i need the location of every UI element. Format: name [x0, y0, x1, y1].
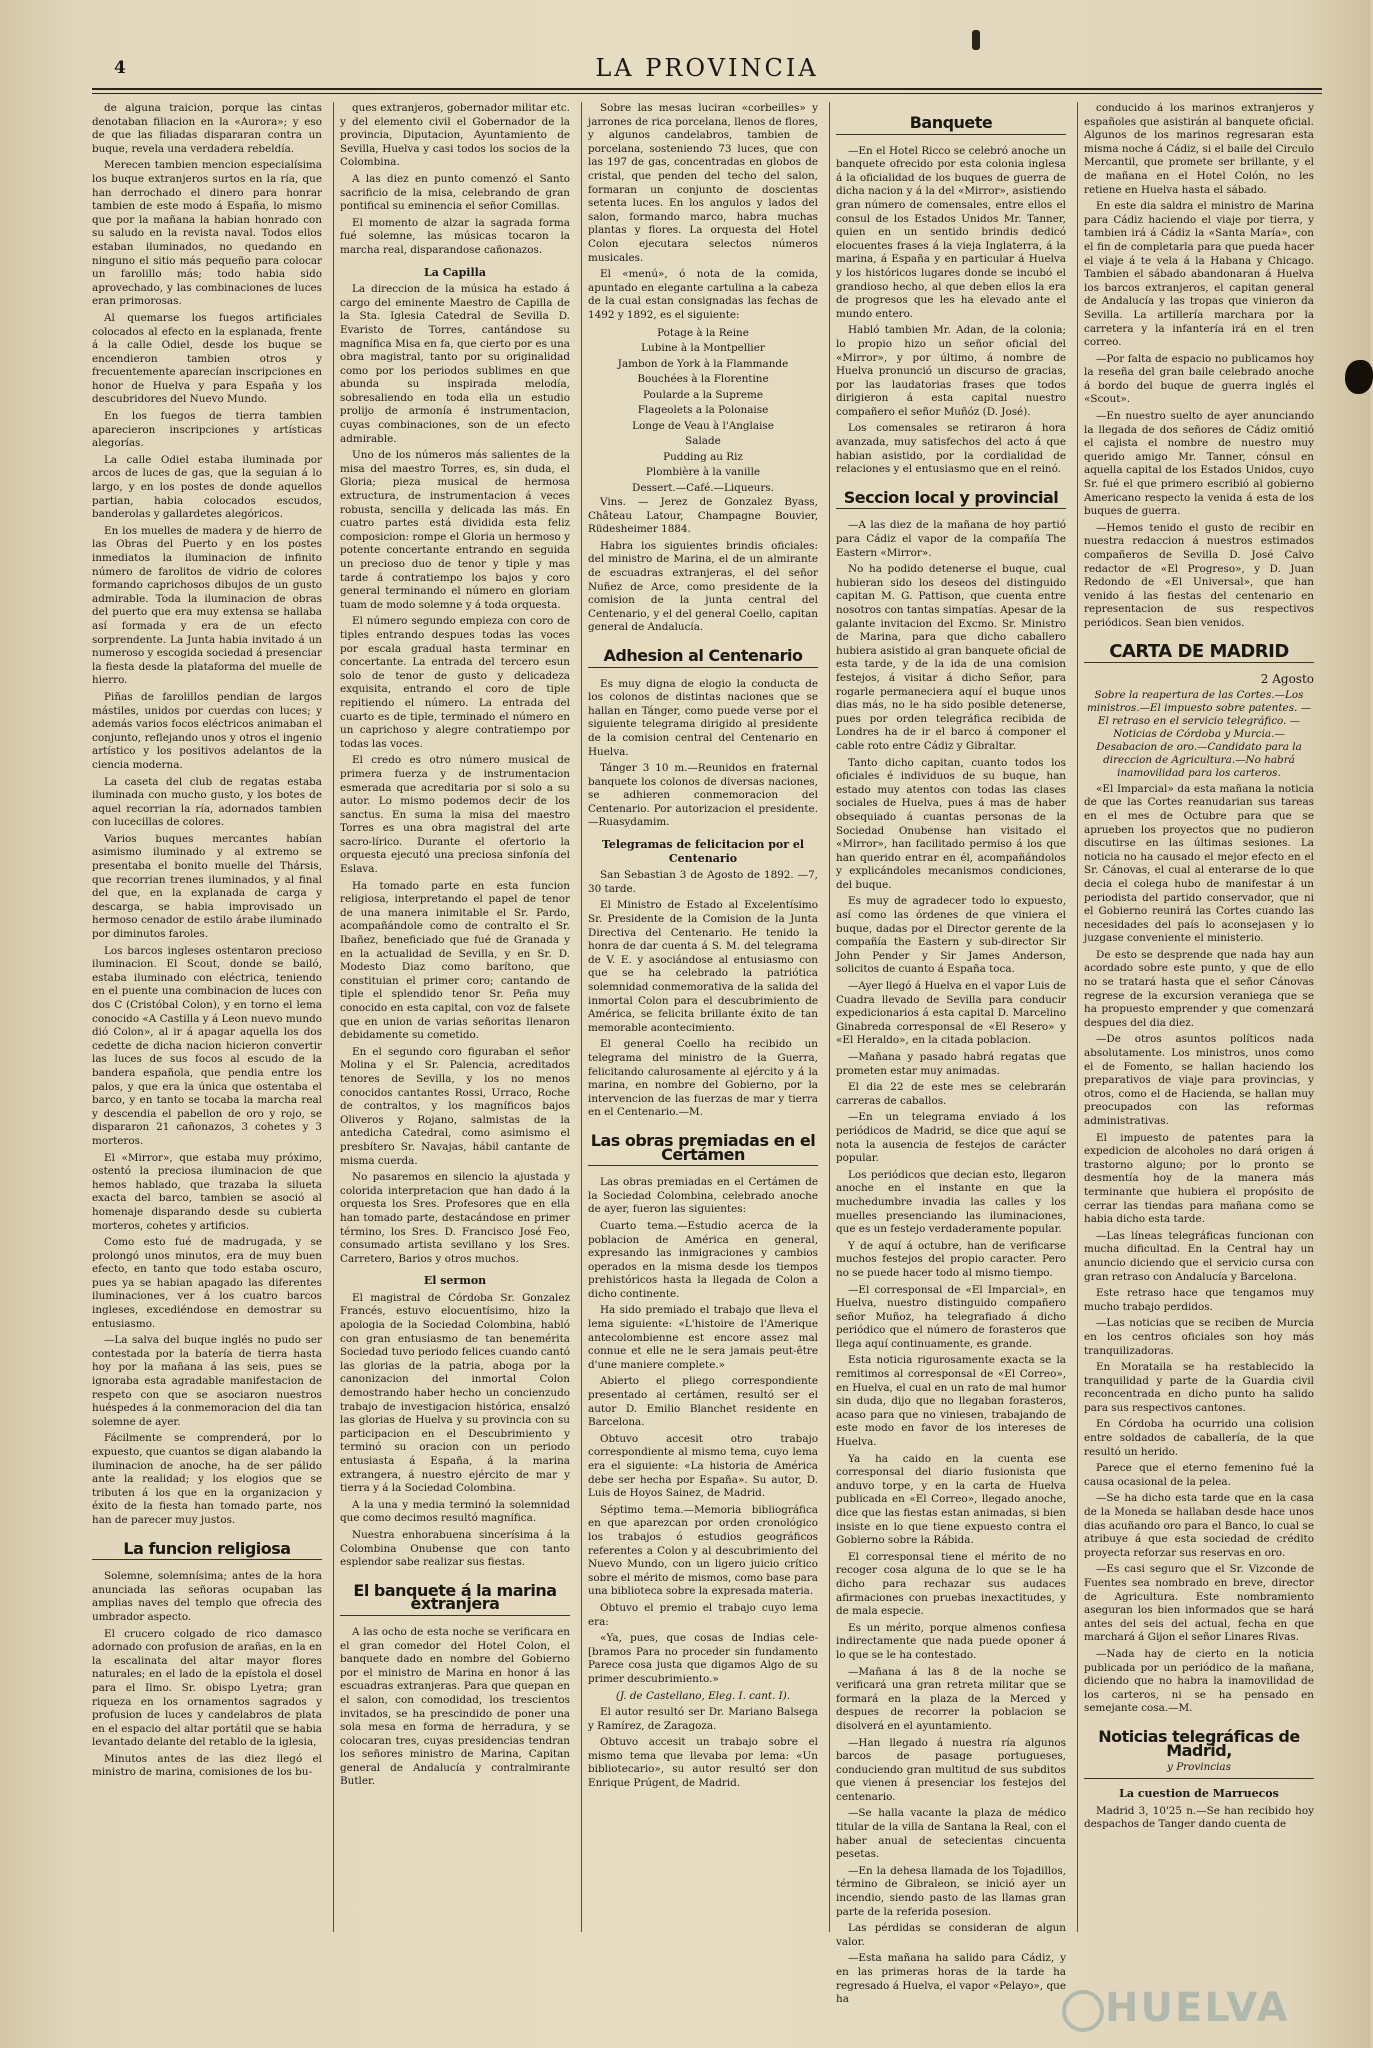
paragraph: No ha podido detenerse el buque, cual hubieran sido los deseos del distinguido capitan M. G. Pattison, que cuenta entre nosotros con tantas simpatías. Apesar de la galante invitacion del Excmo. Sr. Ministro de Marina, para que dicho caballero hubiera asistido al gran banquete oficial de esta tarde, y de la ida de una comision festejos, á visitar á dicho Señor, para rogarle permaneciera aquí el buque unos dias más, no le ha sido posible detenerse, pues por orden telegráfica recibida de Londres ha de ir el barco á componer el cable roto entre Cádiz y Gibraltar.	[836, 563, 1066, 752]
paragraph: Es muy de agradecer todo lo expuesto, así como las órdenes de que viniera el buque, dadas por el Director gerente de la compañía the Eastern y sub-director Sir John Pender y Sir James Anderson, solicitos de cuanto á España toca.	[836, 895, 1066, 976]
paragraph: El número segundo empieza con coro de tiples entrando despues todas las voces por escala gradual hasta terminar en concertante. La entrada del tercero esun solo de tenor de gusto y delicadeza exquisita, entrando el coro de tiple repitiendo el número. La entrada del cuarto es de tiple, terminado el número en un caprichoso y alegre contratiempo por todas las voces.	[340, 615, 570, 750]
masthead-rule-thin	[92, 93, 1322, 94]
column-5	[1084, 102, 1314, 1932]
paragraph: Tanto dicho capitan, cuanto todos los oficiales é individuos de su buque, han estado muy atentos con todas las clases sociales de Huelva, pues á mas de haber obsequiado á cuantas personas de la Sociedad Onubense han visitado el «Mirror», han facilitado permiso á los que han querido entrar en él, acompañándolos y explicándoles mecanismos condiciones, del buque.	[836, 756, 1066, 891]
paragraph: —Es casi seguro que el Sr. Vizconde de Fuentes sea nombrado en breve, director de Agricultura. Este nombramiento aseguran los bien informados que se hará antes del seis del actual, fecha en que marchará á Gijon el señor Linares Rivas.	[1084, 1563, 1314, 1644]
menu-item: Flageolets a la Polonaise	[637, 404, 769, 416]
section-heading: Banquete	[836, 116, 1066, 135]
subheading: La cuestion de Marruecos	[1119, 1787, 1279, 1801]
paragraph: Al quemarse los fuegos artificiales colocados al efecto en la esplanada, frente á la calle Odiel, desde los buque se encendieron tambien otros y frecuentemente aparecían inscripciones en honor de Huelva y para España y los descubridores del Nuevo Mundo.	[92, 311, 322, 406]
menu-item: Poularde a la Supreme	[642, 388, 763, 401]
column-4	[836, 102, 1066, 2006]
paragraph: Los barcos ingleses ostentaron precioso iluminacion. El Scout, donde se bailó, estaba iluminado con eléctrica, teniendo en el puente una combinacion de luces con dos C (Cristóbal Colon), y en torno el lema conocido «A Castilla y á Leon nuevo mundo dió Colon», al ir á apagar aquella los dos cedette de dicha nacion hicieron convertir las luces de sus focos al escudo de la bandera española, que pendia entre los palos, y que era la única que ostentaba el barco, y en tanto se tocaba la marcha real y descendia el pabellon de oro y rojo, se dispararon 21 cañonazos, 3 cohetes y 3 morteros.	[92, 944, 322, 1147]
paragraph: Nuestra enhorabuena sincerísima á la Colombina Onubense que con tanto esplendor sabe realizar sus fiestas.	[340, 1528, 570, 1569]
paragraph: —Se halla vacante la plaza de médico titular de la villa de Santana la Real, con el haber anual de setecientas cincuenta pesetas.	[836, 1807, 1066, 1861]
menu-item: Pudding au Riz	[663, 450, 743, 463]
menu-item: Potage à la Reine	[657, 326, 749, 339]
paragraph: —Se ha dicho esta tarde que en la casa de la Moneda se hallaban desde hace unos dias acuñando oro para el Banco, lo cual se atribuye á que esta sociedad de crédito proyecta reforzar sus reservas en oro.	[1084, 1492, 1314, 1559]
paragraph: Sobre las mesas luciran «corbeilles» y jarrones de rica porcelana, llenos de flores, y algunos candelabros, tambien de porcelana, sosteniendo 73 luces, que con las 197 de gas, concentradas en globos de cristal, que penden del techo del salon, formaran un conjunto de doscientas setenta luces. En los angulos y lados del salon, formando marco, habra muchas plantas y flores. La orquesta del Hotel Colon ejecutara selectos números musicales.	[588, 102, 818, 264]
paragraph: Obtuvo accesit un trabajo sobre el mismo tema que llevaba por lema: «Un bibliotecario», su autor resultó ser don Enrique Prúgent, de Madrid.	[588, 1736, 818, 1790]
paragraph: De esto se desprende que nada hay aun acordado sobre este punto, y que de ello no se tratará hasta que el señor Cánovas regrese de la excursion veraniega que se ha propuesto emprender y que comenzará despues del dia diez.	[1084, 948, 1314, 1029]
paragraph: Es un mérito, porque almenos confiesa indirectamente que nada puede oponer á lo que se le ha contestado.	[836, 1621, 1066, 1661]
paragraph: —Ayer llegó á Huelva en el vapor Luis de Cuadra llevado de Sevilla para conducir expedicionarios á esta capital D. Marcelino Ginabreda corresponsal de «El Resero» y «El Heraldo», en la citada poblacion.	[836, 980, 1066, 1047]
paragraph: Vins. — Jerez de Gonzalez Byass, Château Latour, Champagne Bouvier, Rüdesheimer 1884.	[588, 496, 818, 536]
paragraph: —Las noticias que se reciben de Murcia en los centros oficiales son hoy más tranquilizadoras.	[1084, 1317, 1314, 1357]
paragraph: Obtuvo accesit otro trabajo correspondiente al mismo tema, cuyo lema era el siguiente: «La historia de América debe ser hecha por España». Su autor, D. Luis de Hoyos Sainez, de Madrid.	[588, 1432, 818, 1500]
paragraph: «El Imparcial» da esta mañana la noticia de que las Cortes reanudarian sus tareas en el mes de Octubre para que se aprueben los proyectos que no pudieron discutirse en las últimas sesiones. La noticia no ha causado el mejor efecto en el Sr. Cánovas, el cual al enterarse de lo que decia el colega hubo de manifestar á un periodista del partido conservador, que ni el Gobierno reunirá las Cortes cuando las necesidades del país lo aconsejasen y lo juzgase conveniente el ministerio.	[1084, 782, 1314, 945]
paragraph: A las diez en punto comenzó el Santo sacrificio de la misa, celebrando de gran pontifical su eminencia el señor Comillas.	[340, 172, 570, 213]
paragraph: —A las diez de la mañana de hoy partió para Cádiz el vapor de la compañía The Eastern «Mirror».	[836, 519, 1066, 559]
paragraph: Obtuvo el premio el trabajo cuyo lema era:	[588, 1601, 818, 1628]
paragraph: —Hemos tenido el gusto de recibir en nuestra redaccion á nuestros estimados compañeros de Sevilla D. José Calvo redactor de «El Progreso», y D. Juan Redondo de «El Universal», que han venido á las fiestas del centenario en representacion de sus respectivos periódicos. Sean bien venidos.	[1084, 521, 1314, 629]
paragraph: Madrid 3, 10'25 n.—Se han recibido hoy despachos de Tanger dando cuenta de	[1084, 1804, 1314, 1831]
paragraph: Cuarto tema.—Estudio acerca de la poblacion de América en general, expresando las inmigraciones y cambios operados en la misma desde los tiempos prehistóricos hasta la llegada de Colon a dicho continente.	[588, 1219, 818, 1300]
paragraph: Es muy digna de elogio la conducta de los colonos de distintas naciones que se hallan en Tánger, como puede verse por el siguiente telegrama dirigido al presidente de la comision central del Centenario en Huelva.	[588, 677, 818, 758]
paragraph: Minutos antes de las diez llegó el ministro de marina, comisiones de los bu-	[92, 1752, 322, 1779]
paragraph: —La salva del buque inglés no pudo ser contestada por la batería de tierra hasta hoy por la mañana á las seis, pues se ignoraba esta agradable manifestacion de respeto con que se asociaron nuestros huéspedes á la conmemoracion del dia tan solemne de ayer.	[92, 1334, 322, 1428]
paragraph: Ha tomado parte en esta funcion religiosa, interpretando el papel de tenor de una manera inimitable el Sr. Pardo, acompañándole como de contralto el Sr. Ibañez, beneficiado que fué de Granada y en la actualidad de Sevilla, y en Sr. D. Modesto Diaz como barítono, que constituian el primer coro; cantando de tiple el splendido tenor Sr. Peña muy conocido en esta capital, con voz de falsete que en union de varias señoritas llenaron debidamente su cometido.	[340, 879, 570, 1042]
paragraph: Varios buques mercantes habían asimismo iluminado y al extremo se presentaba el bonito muelle del Thársis, que recorrian trenes iluminados, y al final del que, en la explanada de carga y descarga, se habia improvisado un hermoso cenador de estilo árabe iluminado por diminutos faroles.	[92, 832, 322, 941]
section-heading: CARTA DE MADRID	[1084, 645, 1314, 664]
paragraph: Abierto el pliego correspondiente presentado al certámen, resultó ser el autor D. Emilio Blanchet residente en Barcelona.	[588, 1375, 818, 1429]
paragraph: —Nada hay de cierto en la noticia publicada por un periódico de la mañana, diciendo que no habra la inamovilidad de los carteros, ni se ha pensado en semejante cosa.—M.	[1084, 1647, 1314, 1715]
binding-pin	[972, 30, 980, 50]
masthead-rule	[92, 88, 1322, 90]
paragraph: Parece que el eterno femenino fué la causa ocasional de la pelea.	[1084, 1462, 1314, 1488]
paragraph: El impuesto de patentes para la expedicion de alcoholes no dará origen á trastorno alguno; por lo pronto se desmentía hoy de la manera más terminante que hubiera el propósito de cerrar las tiendas para mañana como se habia dicho esta tarde.	[1084, 1131, 1314, 1226]
paragraph: de alguna traicion, porque las cintas denotaban filiacion en la «Aurora»; y eso de que las filiadas dispararan contra un buque, revela una verdadera rebeldía.	[92, 102, 322, 155]
page-number: 4	[114, 58, 126, 78]
paragraph: El momento de alzar la sagrada forma fué solemne, las músicas tocaron la marcha real, disparandose cañonazos.	[340, 216, 570, 256]
paragraph: —Las líneas telegráficas funcionan con mucha dificultad. En la Central hay un anuncio diciendo que el servicio cursa con gran retraso con Andalucía y Barcelona.	[1084, 1229, 1314, 1283]
subheading: El sermon	[423, 1274, 487, 1288]
section-heading: El banquete á la marina extranjera	[340, 1584, 570, 1616]
paragraph: El autor resultó ser Dr. Mariano Balsega y Ramírez, de Zaragoza.	[588, 1706, 818, 1732]
paragraph: Como esto fué de madrugada, y se prolongó unos minutos, era de muy buen efecto, en tanto que todo estaba oscuro, pues ya se habian apagado las diferentes iluminaciones, ver á los cuatro barcos ingleses, excediéndose en demostrar su entusiasmo.	[92, 1236, 322, 1330]
archive-watermark: HUELVA	[1105, 1985, 1290, 2031]
menu-list	[588, 326, 818, 497]
paragraph: Las pérdidas se consideran de algun valor.	[836, 1922, 1066, 1948]
paragraph: Esta noticia rigurosamente exacta se la remitimos al corresponsal de «El Correo», en Huelva, el cual en un rato de mal humor sin duda, dijo que no llegaban forasteros, acaso para que no viniesen, trabajando de este modo en favor de los intereses de Huelva.	[836, 1354, 1066, 1449]
paragraph: Fácilmente se comprenderá, por lo expuesto, que cuantos se digan alabando la iluminacion de anoche, ha de ser pálido ante la realidad; y los elogios que se tributen á los que en la organizacion y éxito de la fiesta han tomado parte, nos han de parecer muy justos.	[92, 1432, 322, 1526]
paragraph: —Por falta de espacio no publicamos hoy la reseña del gran baile celebrado anoche á bordo del buque de guerra inglés el «Scout».	[1084, 352, 1314, 406]
paragraph: —En nuestro suelto de ayer anunciando la llegada de dos señores de Cádiz omitió el cajista el nombre de nuestro muy querido amigo Mr. Tanner, cónsul en aquella capital de los Estados Unidos, cuyo Sr. fué el que primero escribió al gobierno Americano respecto la venida á esta de los buques de guerra.	[1084, 410, 1314, 518]
paragraph: En los fuegos de tierra tambien aparecieron inscripciones y artísticas alegorías.	[92, 410, 322, 450]
paragraph: El general Coello ha recibido un telegrama del ministro de la Guerra, felicitando calurosamente al ejército y á la marina, en nombre del Gobierno, por la intervencion de las fuerzas de mar y tierra en el Centenario.—M.	[588, 1038, 818, 1119]
column-2	[340, 102, 570, 1932]
paragraph: El dia 22 de este mes se celebrarán carreras de caballos.	[836, 1081, 1066, 1107]
paragraph: Uno de los números más salientes de la misa del maestro Torres, es, sin duda, el Gloria; pieza musical de hermosa extructura, de instrumentacion á veces robusta, sencilla y delicada las más. En cuatro partes está dividida esta feliz composicion: rompe el Gloria un hermoso y potente concertante entrando en seguida un precioso duo de tenor y tiple y mas tarde á contratiempo los bajos y coro general terminando el número en gloriam tuam de modo solemne y á toda orquesta.	[340, 449, 570, 611]
section-heading: Noticias telegráficas de Madrid,	[1098, 1726, 1300, 1760]
paragraph: Habló tambien Mr. Adan, de la colonia; lo propio hizo un señor oficial del «Mirror», y por último, á nombre de Huelva pronunció un discurso de gracias, por las laudatorias frases que todos dirigieron á esta capital nuestro compañero el señor Muñóz (D. José).	[836, 324, 1066, 418]
section-heading: Seccion local y provincial	[836, 491, 1066, 510]
menu-item: Salade	[685, 435, 721, 447]
citation: (J. de Castellano, Eleg. I. cant. I).	[615, 1689, 791, 1702]
menu-item: Lubine à la Montpellier	[641, 342, 765, 354]
archive-logo-icon	[1062, 1990, 1104, 2032]
paragraph: —En el Hotel Ricco se celebró anoche un banquete ofrecido por esta colonia inglesa á la oficialidad de los buques de guerra de dicha nacion y á la del «Mirror», asistiendo gran número de comensales, entre ellos el consul de los Estados Unidos Mr. Tanner, quien en un sentido brindis dedicó elocuentes frases á la vieja Inglaterra, á la marina, á España y en particular á Huelva y los históricos lugares donde se incubó el grandioso hecho, al que deben ellos la era de progresos que les ha elevado ante el mundo entero.	[836, 144, 1066, 320]
dateline: 2 Agosto	[1260, 672, 1314, 687]
paragraph: —En la dehesa llamada de los Tojadillos, término de Gibraleon, se inició ayer un incendio, siendo pasto de las llamas gran parte de la referida posesion.	[836, 1864, 1066, 1918]
paragraph: Ya ha caido en la cuenta ese corresponsal del diario fusionista que anduvo torpe, y en la carta de Huelva publicada en «El Correo», llegado anoche, dice que las fiestas estan animadas, si bien insiste en lo que tiene expuesto contra el Gobierno sobre la Rábida.	[836, 1452, 1066, 1547]
section-heading: La funcion religiosa	[92, 1542, 322, 1561]
paragraph: En Córdoba ha ocurrido una colision entre soldados de caballería, de la que resultó un herido.	[1084, 1418, 1314, 1458]
paragraph: El crucero colgado de rico damasco adornado con profusion de arañas, en la en la escalinata del altar mayor flores naturales; en el lado de la epístola el dosel para el Ilmo. Sr. obispo Lyetra; gran riqueza en los ornamentos sagrados y profusion de luces y candelabros de plata en el espacio del altar portátil que se habia levantado delante del retablo de la iglesia,	[92, 1627, 322, 1749]
paragraph: Este retraso hace que tengamos muy mucho trabajo perdidos.	[1084, 1287, 1314, 1313]
section-heading: Adhesion al Centenario	[588, 649, 818, 668]
column-3	[588, 102, 818, 1932]
menu-item: Bouchées à la Florentine	[637, 373, 769, 385]
column-1	[92, 102, 322, 1932]
paragraph: —En un telegrama enviado á los periódicos de Madrid, se dice que aquí se nota la ausencia de festejos de carácter popular.	[836, 1111, 1066, 1165]
paragraph: Merecen tambien mencion especialísima los buque extranjeros surtos en la ría, que han derrochado el dinero para honrar tambien de este modo á España, lo mismo que por la mañana la habian honrado con su saludo en la revista naval. Todos ellos estaban iluminados, no quedando en ninguno el sitio más pequeño para colocar un farolillo más; todo habia sido aprovechado, y las combinaciones de luces eran primorosas.	[92, 159, 322, 308]
paragraph: La caseta del club de regatas estaba iluminada con mucho gusto, y los botes de aquel recorrian la ría, adornados tambien con lucecillas de colores.	[92, 775, 322, 829]
paragraph: Tánger 3 10 m.—Reunidos en fraternal banquete los colonos de diversas naciones, se adhieren conmemoracion del Centenario. Por autorizacion el presidente.—Ruasydamim.	[588, 762, 818, 829]
paragraph: Habra los siguientes brindis oficiales: del ministro de Marina, el de un almirante de escuadras extranjeras, el del señor Nuñez de Arce, como presidente de la comision de la junta central del Centenario, y el del general Coello, capitan general de Andalucía.	[588, 539, 818, 634]
paragraph: El «Mirror», que estaba muy próximo, ostentó la preciosa iluminacion de que hemos hablado, que trazaba la silueta exacta del barco, tambien se asoció al homenaje disparando desde su cubierta morteros, cohetes y artificios.	[92, 1151, 322, 1232]
masthead	[92, 52, 1322, 88]
paragraph: La direccion de la música ha estado á cargo del eminente Maestro de Capilla de la Sta. Iglesia Catedral de Sevilla D. Evaristo de Torres, cantándose su magnífica Misa en fa, que cierto por es una obra magistral, tanto por su originalidad como por los periodos sublimes en que abunda su inspirada melodía, sobresaliendo en toda ella un estudio prolijo de armonía é instrumentacion, cuyas combinaciones, son de un efecto admirable.	[340, 283, 570, 445]
paragraph: —El corresponsal de «El Imparcial», en Huelva, nuestro distinguido compañero señor Muñoz, ha telegrafiado á dicho periódico que el número de forasteros que llega aquí continuamente, es grande.	[836, 1283, 1066, 1350]
ink-stain	[1345, 360, 1373, 394]
subheading: Telegramas de felicitacion por el Centenario	[601, 838, 805, 865]
paragraph: Piñas de farolillos pendian de largos mástiles, unidos por cuerdas con luces; y además varios focos eléctricos animaban el conjunto, reflejando unos y otros el ingenio artístico y los positivos adelantos de la ciencia moderna.	[92, 690, 322, 771]
paragraph: En el segundo coro figuraban el señor Molina y el Sr. Palencia, acreditados tenores de Sevilla, y los no menos conocidos cantantes Rossi, Urraco, Roche de contraltos, y los magníficos bajos Oliveros y Rojano, salmistas de la antedicha Catedral, como asimismo el presbítero Sr. Navajas, hábil cantante de misma cuerda.	[340, 1045, 570, 1167]
subheading: La Capilla	[424, 265, 486, 279]
menu-item: Jambon de York à la Flammande	[617, 357, 789, 370]
paragraph: —Mañana y pasado habrá regatas que prometen estar muy animadas.	[836, 1051, 1066, 1077]
quote: «Ya, pues, que cosas de Indias cele- [bramos Para no proceder sin fundamento Parece cosa justa que digamos Algo de su primer descubrimiento.»	[588, 1632, 818, 1685]
paragraph: Los periódicos que decian esto, llegaron anoche en el instante en que la muchedumbre invadia las calles y los muelles presenciando las iluminaciones, que es un festejo verdaderamente popular.	[836, 1168, 1066, 1236]
paragraph: En Morataila se ha restablecido la tranquilidad y parte de la Guardia civil reconcentrada en dicho punto ha salido para sus respectivos cantones.	[1084, 1361, 1314, 1414]
paragraph: —De otros asuntos políticos nada absolutamente. Los ministros, unos como el de Fomento, se hallan haciendo los preparativos de viaje para provincias, y otros, como el de Hacienda, se hallan muy preocupados con las reformas administrativas.	[1084, 1033, 1314, 1127]
paragraph: A la una y media terminó la solemnidad que como decimos resultó magnífica.	[340, 1498, 570, 1525]
paragraph: En los muelles de madera y de hierro de las Obras del Puerto y en los postes inmediatos la iluminacion de infinito número de farolitos de vidrio de colores formando caprichosos dibujos de un gusto admirable. Toda la iluminacion de obras del puerto que era muy extensa se hallaba así formada y era de un efecto sorprendente. La Junta habia invitado á un numeroso y escogida sociedad á presenciar la fiesta desde la plataforma del muelle de hierro.	[92, 524, 322, 687]
paragraph: El «menú», ó nota de la comida, apuntado en elegante cartulina a la cabeza de la cual estan consignadas las fechas de 1492 y 1892, es el siguiente:	[588, 268, 818, 321]
paragraph: El Ministro de Estado al Excelentísimo Sr. Presidente de la Comision de la Junta Directiva del Centenario. He tenido la honra de dar cuenta á S. M. del telegrama de V. E. y asociándose al entusiasmo con que se ha celebrado la patriótica solemnidad conmemorativa de la salida del inmortal Colon para el descubrimiento de América, se felicita brillante éxito de tan memorable acontecimiento.	[588, 899, 818, 1034]
columns	[92, 102, 1322, 2006]
paragraph: —Han llegado á nuestra ría algunos barcos de pasage portugueses, conduciendo gran multitud de sus subditos que vienen á presenciar los festejos del centenario.	[836, 1736, 1066, 1803]
newspaper-title: LA PROVINCIA	[595, 54, 819, 82]
paragraph: Ha sido premiado el trabajo que lleva el lema siguiente: «L'histoire de l'Amerique antecolombienne est encore assez mal connue et elle ne le sera jamais peut-être d'une maniere complete.»	[588, 1304, 818, 1371]
paragraph: —Esta mañana ha salido para Cádiz, y en las primeras horas de la tarde ha regresado á Huelva, el vapor «Pelayo», que ha	[836, 1952, 1066, 2006]
paragraph: Las obras premiadas en el Certámen de la Sociedad Colombina, celebrado anoche de ayer, fueron las siguientes:	[588, 1176, 818, 1216]
paragraph: ques extranjeros, gobernador militar etc. y del elemento civil el Gobernador de la provincia, Diputacion, Ayuntamiento de Sevilla, Huelva y casi todos los socios de la Colombina.	[340, 102, 570, 169]
menu-item: Dessert.—Café.—Liqueurs.	[632, 481, 774, 494]
section-heading: Las obras premiadas en el Certámen	[588, 1134, 818, 1166]
summary-dek: Sobre la reapertura de las Cortes.—Los ministros.—El impuesto sobre patentes. —El retraso en el servicio telegráfico. —Noticias de Córdoba y Murcia.—Desabacion de oro.—Candidato para la direccion de Agricultura.—No habrá inamovilidad para los carteros.	[1086, 688, 1312, 779]
paragraph: El corresponsal tiene el mérito de no recoger cosa alguna de lo que se le ha dicho para rechazar sus audaces afirmaciones con pruebas inexactitudes, y de mala especie.	[836, 1550, 1066, 1618]
paragraph: Séptimo tema.—Memoria bibliográfica en que aparezcan por orden cronológico los trabajos ó estudios geográficos referentes a Colon y al descubrimiento del Nuevo Mundo, con un ligero juicio crítico sobre el mérito de mismos, como base para una biblioteca sobre la expresada materia.	[588, 1503, 818, 1598]
paragraph: Los comensales se retiraron á hora avanzada, muy satisfechos del acto á que habian asistido, por la cordialidad de relaciones y el entusiasmo que en el reinó.	[836, 422, 1066, 476]
paragraph: No pasaremos en silencio la ajustada y colorida interpretacion que han dado á la orquesta los Sres. Profesores que en ella han tomado parte, destacándose en primer término, los Sres. D. Francisco José Feo, consumado artista sevillano y los Sres. Carretero, Barios y otros muchos.	[340, 1171, 570, 1265]
menu-item: Plombière à la vanille	[645, 466, 761, 478]
paragraph: El magistral de Córdoba Sr. Gonzalez Francés, estuvo elocuentísimo, hizo la apologia de la Sociedad Colombina, habló con gran entusiasmo de tan benemérita Sociedad tuvo periodo felices cuando cantó las glorias de la patria, aboga por la canonizacion del inmortal Colon demostrando haber hecho un concienzudo trabajo de investigacion histórica, ensalzó las glorias de Huelva y su provincia con su participacion en el Descubrimiento y terminó su oracion con un periodo entusiasta á España, á la marina extrangera, á nuestro ejército de mar y tierra y á la Sociedad Colombina.	[340, 1291, 570, 1495]
paragraph: En este dia saldra el ministro de Marina para Cádiz haciendo el viaje por tierra, y tambien irá á Cádiz la «Santa María», con el fin de completarla para que pueda hacer el viaje á te vela á la Habana y Chicago. Tambien el sábado abandonaran á Huelva los barcos extranjeros, el capitan general de Andalucía y las tropas que vinieron da Sevilla. La artillería marchara por la carretera y la infantería irá en el tren correo.	[1084, 200, 1314, 349]
paragraph: La calle Odiel estaba iluminada por arcos de luces de gas, que la seguian á lo largo, y en los postes de donde aquellos partian, habia colocados escudos, banderolas y gallardetes alegóricos.	[92, 453, 322, 521]
paragraph: Solemne, solemnísima; antes de la hora anunciada las señoras ocupaban las amplias naves del templo que ofrecia des umbrador aspecto.	[92, 1570, 322, 1623]
paragraph: San Sebastian 3 de Agosto de 1892. —7, 30 tarde.	[588, 869, 818, 895]
paragraph: —Mañana á las 8 de la noche se verificará una gran retreta militar que se formará en la plaza de la Merced y despues de recorrer la poblacion se disolverá en el ayuntamiento.	[836, 1665, 1066, 1732]
section-heading-sub: y Provincias	[1084, 1761, 1314, 1779]
paragraph: Y de aquí á octubre, han de verificarse muchos festejos del propio caracter. Pero no se puede hacer todo al mismo tiempo.	[836, 1239, 1066, 1279]
paragraph: A las ocho de esta noche se verificara en el gran comedor del Hotel Colon, el banquete dado en nombre del Gobierno por el ministro de Marina en honor á las escuadras extranjeras. Para que quepan en el salon, con comodidad, los trescientos invitados, se ha prescindido de poner una sola mesa en forma de herradura, y se colocaran tres, cuyas presidencias tendran los señores ministro de Marina, Capitan general de Andalucía y contralmirante Butler.	[340, 1625, 570, 1788]
paragraph: El credo es otro número musical de primera fuerza y de instrumentacion esmerada que acreditaria por si solo a su autor. Lo mismo podemos decir de los sanctus. En suma la misa del maestro Torres es una obra magistral del arte sacro-lírico. Durante el ofertorio la orquesta ejecutó una preciosa sinfonía del Eslava.	[340, 754, 570, 876]
paragraph: conducido á los marinos extranjeros y españoles que asistirán al banquete oficial. Algunos de los marinos regresaran esta misma noche á Cádiz, si el baile del Circulo Mercantil, que promete ser brillante, y el de mañana en el Hotel Colón, no les retiene en Huelva hasta el sábado.	[1084, 102, 1314, 196]
menu-item: Longe de Veau à l'Anglaise	[632, 419, 774, 432]
